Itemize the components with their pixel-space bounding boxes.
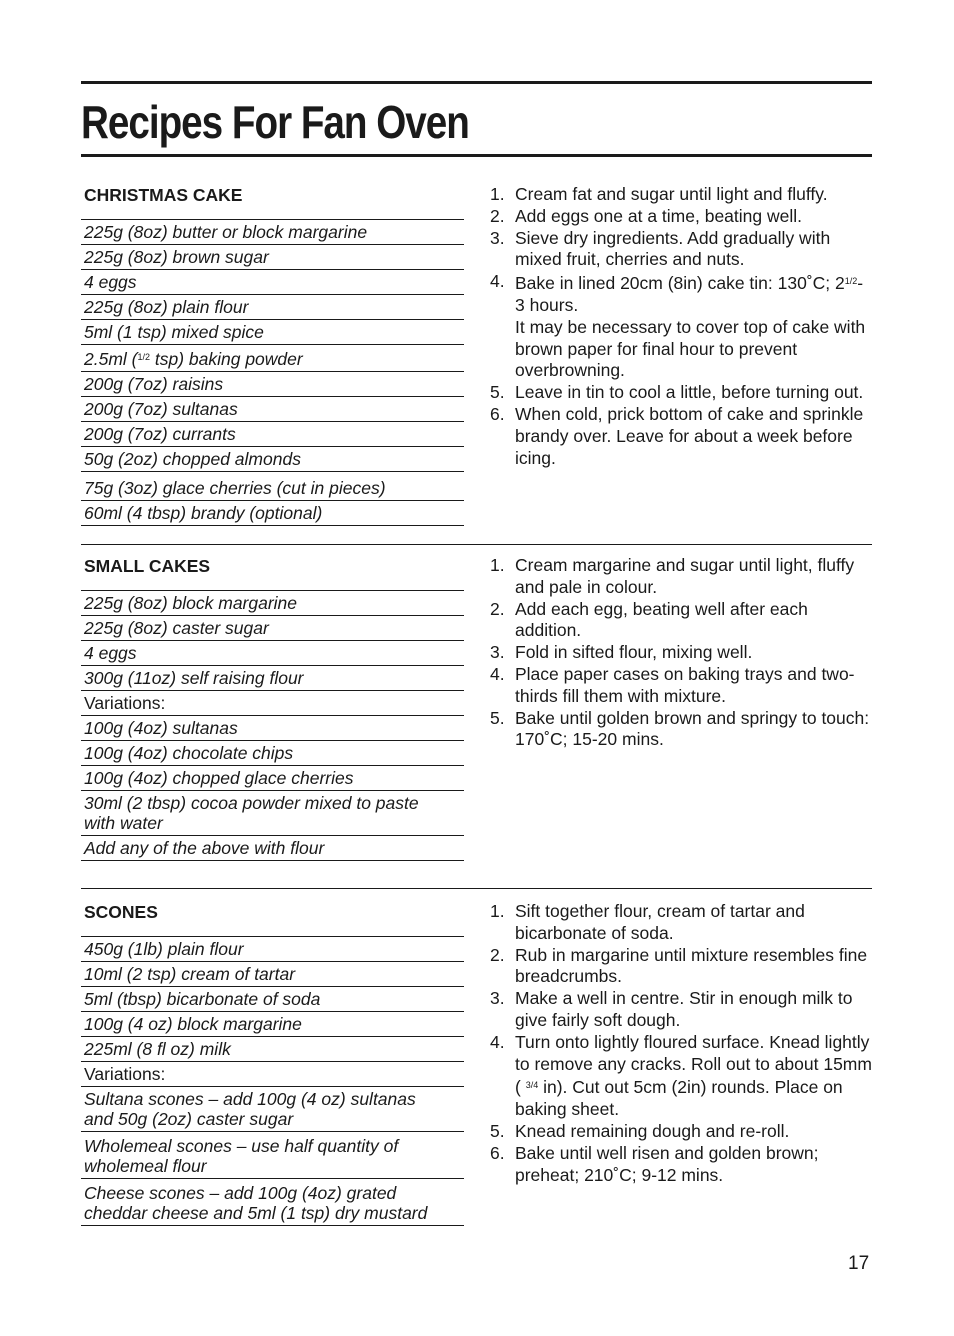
ingredient-item: 225g (8oz) caster sugar <box>81 616 464 641</box>
ingredient-list <box>81 219 464 526</box>
christmas-cake-method <box>490 184 872 469</box>
step-text: Place paper cases on baking trays and two-thirds fill them with mixture. <box>515 663 855 706</box>
step-text: Turn onto lightly floured surface. Knead lightly to remove any cracks. Roll out to about 15mm ( <box>515 1031 872 1098</box>
ingredient-item: 200g (7oz) currants <box>81 422 464 447</box>
method-step <box>490 988 872 1032</box>
method-step <box>490 1143 872 1187</box>
variations-label: Variations: <box>81 691 464 716</box>
ingredient-item <box>81 345 464 372</box>
variation-item: Wholemeal scones – use half quantity of wholemeal flour <box>81 1132 464 1179</box>
ingredient-item: 225ml (8 fl oz) milk <box>81 1037 464 1062</box>
method-step <box>490 184 872 206</box>
section-title: SMALL CAKES <box>84 556 211 576</box>
method-step <box>490 228 872 272</box>
step-text: Add each egg, beating well after each addition. <box>515 598 808 641</box>
method-step <box>490 382 872 404</box>
step-number: 1. <box>490 901 505 921</box>
method-step <box>490 206 872 228</box>
method-step <box>490 664 872 708</box>
step-text: Bake in lined 20cm (8in) cake tin: 130˚C; 2 <box>515 273 845 294</box>
variation-item: 30ml (2 tbsp) cocoa powder mixed to paste with water <box>81 791 464 836</box>
ingredient-item: 60ml (4 tbsp) brandy (optional) <box>81 501 464 526</box>
ingredient-item: 200g (7oz) sultanas <box>81 397 464 422</box>
variation-item: 100g (4oz) sultanas <box>81 716 464 741</box>
method-step <box>490 599 872 643</box>
ingredient-item: 225g (8oz) butter or block margarine <box>81 220 464 245</box>
ingredient-item: 200g (7oz) raisins <box>81 372 464 397</box>
scones-ingredients <box>81 901 464 1226</box>
step-text: Make a well in centre. Stir in enough milk to give fairly soft dough. <box>515 988 853 1030</box>
step-number: 2. <box>490 598 505 619</box>
step-number: 3. <box>490 988 505 1009</box>
method-step <box>490 271 872 382</box>
method-steps <box>490 555 872 751</box>
step-text: in). Cut out 5cm (2in) rounds. Place on baking sheet. <box>515 1077 843 1120</box>
step-number: 2. <box>490 944 505 965</box>
fraction: 1/2 <box>844 276 858 287</box>
method-step <box>490 404 872 469</box>
step-text: Cream fat and sugar until light and fluffy. <box>515 184 828 204</box>
step-text: Sieve dry ingredients. Add gradually with mixed fruit, cherries and nuts. <box>515 227 831 270</box>
page-number: 17 <box>848 1253 870 1274</box>
method-step <box>490 642 872 664</box>
fraction: 1/2 <box>137 352 150 362</box>
step-text: Cream margarine and sugar until light, fluffy and pale in colour. <box>515 555 855 597</box>
christmas-cake-ingredients <box>81 184 464 526</box>
step-text: Sift together flour, cream of tartar and bicarbonate of soda. <box>515 901 805 943</box>
scones-method <box>490 901 872 1186</box>
step-number: 3. <box>490 642 505 663</box>
ingredient-item: 10ml (2 tsp) cream of tartar <box>81 962 464 987</box>
step-number: 5. <box>490 1120 505 1141</box>
top-rule <box>81 81 872 84</box>
ingredient-item: 5ml (1 tsp) mixed spice <box>81 320 464 345</box>
step-number: 4. <box>490 271 505 292</box>
ingredient-list <box>81 590 464 861</box>
step-number: 1. <box>490 555 505 575</box>
ingredient-item: 5ml (tbsp) bicarbonate of soda <box>81 987 464 1012</box>
step-number: 4. <box>490 663 505 684</box>
step-text: Bake until golden brown and springy to touch: 170˚C; 15-20 mins. <box>515 707 870 750</box>
variations-label: Variations: <box>81 1062 464 1087</box>
step-text: Bake until well risen and golden brown; preheat; 210˚C; 9-12 mins. <box>515 1142 819 1185</box>
ingredient-item: 4 eggs <box>81 270 464 295</box>
step-text: Leave in tin to cool a little, before turning out. <box>515 382 864 403</box>
small-cakes-method <box>490 555 872 751</box>
small-cakes-ingredients <box>81 555 464 861</box>
section-title: SCONES <box>84 902 158 922</box>
ingredient-item: 75g (3oz) glace cherries (cut in pieces) <box>81 472 464 501</box>
page-title: Recipes For Fan Oven <box>81 96 469 148</box>
ingredient-item: 100g (4 oz) block margarine <box>81 1012 464 1037</box>
variation-item: Add any of the above with flour <box>81 836 464 861</box>
step-text: Rub in margarine until mixture resembles fine breadcrumbs. <box>515 944 868 987</box>
step-number: 5. <box>490 707 505 728</box>
ingredient-text: 2.5ml ( <box>84 349 138 369</box>
ingredient-text: tsp) baking powder <box>150 349 303 369</box>
ingredient-item: 225g (8oz) brown sugar <box>81 245 464 270</box>
method-steps <box>490 184 872 469</box>
ingredient-item: 450g (1lb) plain flour <box>81 937 464 962</box>
method-step <box>490 708 872 752</box>
ingredient-item: 300g (11oz) self raising flour <box>81 666 464 691</box>
step-text: When cold, prick bottom of cake and sprinkle brandy over. Leave for about a week before icing. <box>515 403 864 468</box>
step-text: Add eggs one at a time, beating well. <box>515 205 802 226</box>
ingredient-item: 225g (8oz) block margarine <box>81 591 464 616</box>
step-number: 4. <box>490 1031 505 1052</box>
step-text: Fold in sifted flour, mixing well. <box>515 642 753 663</box>
step-number: 6. <box>490 403 505 424</box>
ingredient-item: 50g (2oz) chopped almonds <box>81 447 464 472</box>
step-number: 6. <box>490 1142 505 1163</box>
method-step <box>490 1121 872 1143</box>
step-number: 3. <box>490 227 505 248</box>
variation-item: Cheese scones – add 100g (4oz) grated cheddar cheese and 5ml (1 tsp) dry mustard <box>81 1179 464 1226</box>
method-step <box>490 555 872 599</box>
ingredient-list <box>81 936 464 1226</box>
section-divider <box>81 888 872 889</box>
step-text: -3 hours. <box>515 273 864 315</box>
method-step <box>490 1032 872 1121</box>
variation-item: 100g (4oz) chopped glace cherries <box>81 766 464 791</box>
step-number: 2. <box>490 205 505 226</box>
variation-item: 100g (4oz) chocolate chips <box>81 741 464 766</box>
method-step <box>490 901 872 945</box>
step-number: 1. <box>490 184 505 204</box>
ingredient-item: 4 eggs <box>81 641 464 666</box>
ingredient-item: 225g (8oz) plain flour <box>81 295 464 320</box>
method-steps <box>490 901 872 1186</box>
section-title: CHRISTMAS CAKE <box>84 185 243 205</box>
fraction: 3/4 <box>525 1080 539 1091</box>
step-number: 5. <box>490 382 505 403</box>
title-rule <box>81 154 872 157</box>
step-text: Knead remaining dough and re-roll. <box>515 1120 790 1141</box>
variation-item: Sultana scones – add 100g (4 oz) sultanas and 50g (2oz) caster sugar <box>81 1087 464 1132</box>
section-divider <box>81 544 872 545</box>
step-note: It may be necessary to cover top of cake with brown paper for final hour to prevent overbrowning. <box>515 316 866 381</box>
method-step <box>490 945 872 989</box>
